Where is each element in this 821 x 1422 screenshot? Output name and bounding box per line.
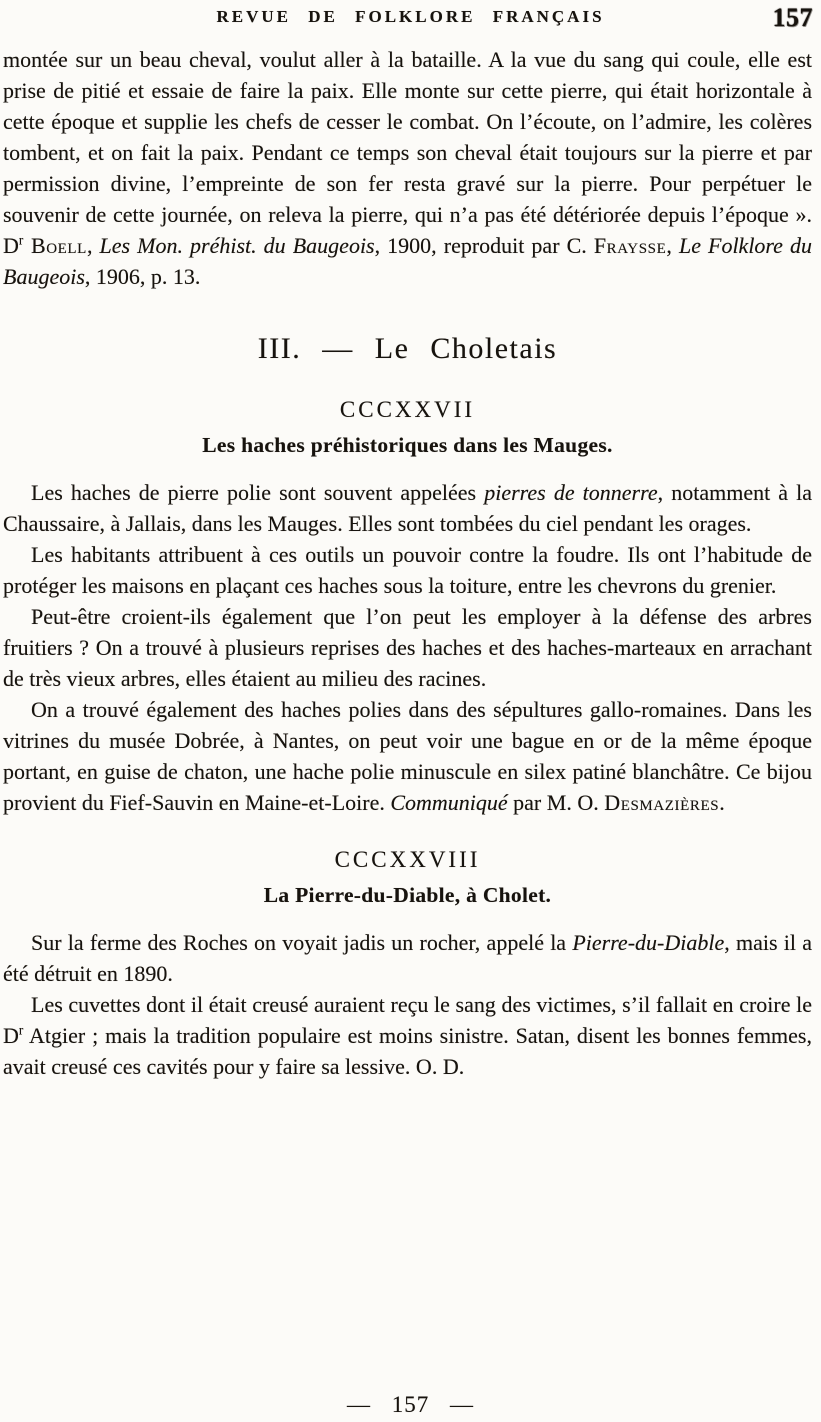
entry-number-cccxxviii: CCCXXVIII [334, 846, 481, 872]
paragraph: Sur la ferme des Roches on voyait jadis un rocher, appelé la Pierre-du-Diable, mais il a été détruit en 1890. [3, 929, 812, 986]
page-number-bottom: — 157 — [347, 1392, 474, 1417]
page-number-top: 157 [772, 3, 813, 32]
paragraph-continuation: montée sur un beau cheval, voulut aller à la bataille. A la vue du sang qui coule, elle est prise de pitié et essaie de faire la paix. Elle monte sur cette pierre, qui était horizontale à cette époque et supplie les chefs de cesser le combat. On l’écoute, on l’admire, les colères tombent, et on fait la paix. Pendant ce temps son cheval était toujours sur la pierre et par permission divine, l’empreinte de son fer resta gravé sur la pierre. Pour perpétuer le souvenir de cette journée, on releva la pierre, qui n’a pas été détériorée depuis l’époque ». $D^r$ Boell, Les Mon. préhist. du Baugeois, 1900, reproduit par C. Fraysse, Le Folklore du Baugeois, 1906, p. 13. [3, 47, 813, 289]
entry-title-haches-prehistoriques: Les haches préhistoriques dans les Mauges. [202, 433, 613, 457]
paragraph: Les habitants attribuent à ces outils un pouvoir contre la foudre. Ils ont l’habitude de protéger les maisons en plaçant ces haches sous la toiture, entre les chevrons du grenier. [3, 541, 812, 598]
paragraph: Les cuvettes dont il était creusé auraient reçu le sang des victimes, s’il fallait en croire le $D^r$ Atgier ; mais la tradition populaire est moins sinistre. Satan, disent les bonnes femmes, avait creusé ces cavités pour y faire sa lessive. O. D. [3, 991, 812, 1079]
entry-title-pierre-du-diable: La Pierre-du-Diable, à Cholet. [263, 882, 552, 907]
section-heading-choletais: III. — Le Choletais [257, 332, 558, 365]
page-header [0, 5, 821, 39]
page-footer [0, 1392, 821, 1418]
paragraph: On a trouvé également des haches polies dans des sépultures gallo-romaines. Dans les vitrines du musée Dobrée, à Nantes, on peut voir une bague en or de la même époque portant, en guise de chaton, une hache polie minuscule en silex patiné blanchâtre. Ce bijou provient du Fief-Sauvin en Maine-et-Loire. Communiqué par M. O. Desmazières. [3, 696, 812, 815]
page-body [3, 44, 812, 1082]
journal-title: REVUE DE FOLKLORE FRANÇAIS [216, 7, 605, 26]
paragraph: Peut-être croient-ils également que l’on peut les employer à la défense des arbres fruitiers ? On a trouvé à plusieurs reprises des haches et des haches-marteaux en arrachant de très vieux arbres, elles étaient au milieu des racines. [3, 603, 812, 691]
entry-number-cccxxvii: CCCXXVII [339, 397, 476, 422]
paragraph: Les haches de pierre polie sont souvent appelées pierres de tonnerre, notamment à la Chaussaire, à Jallais, dans les Mauges. Elles sont tombées du ciel pendant les orages. [3, 479, 813, 536]
